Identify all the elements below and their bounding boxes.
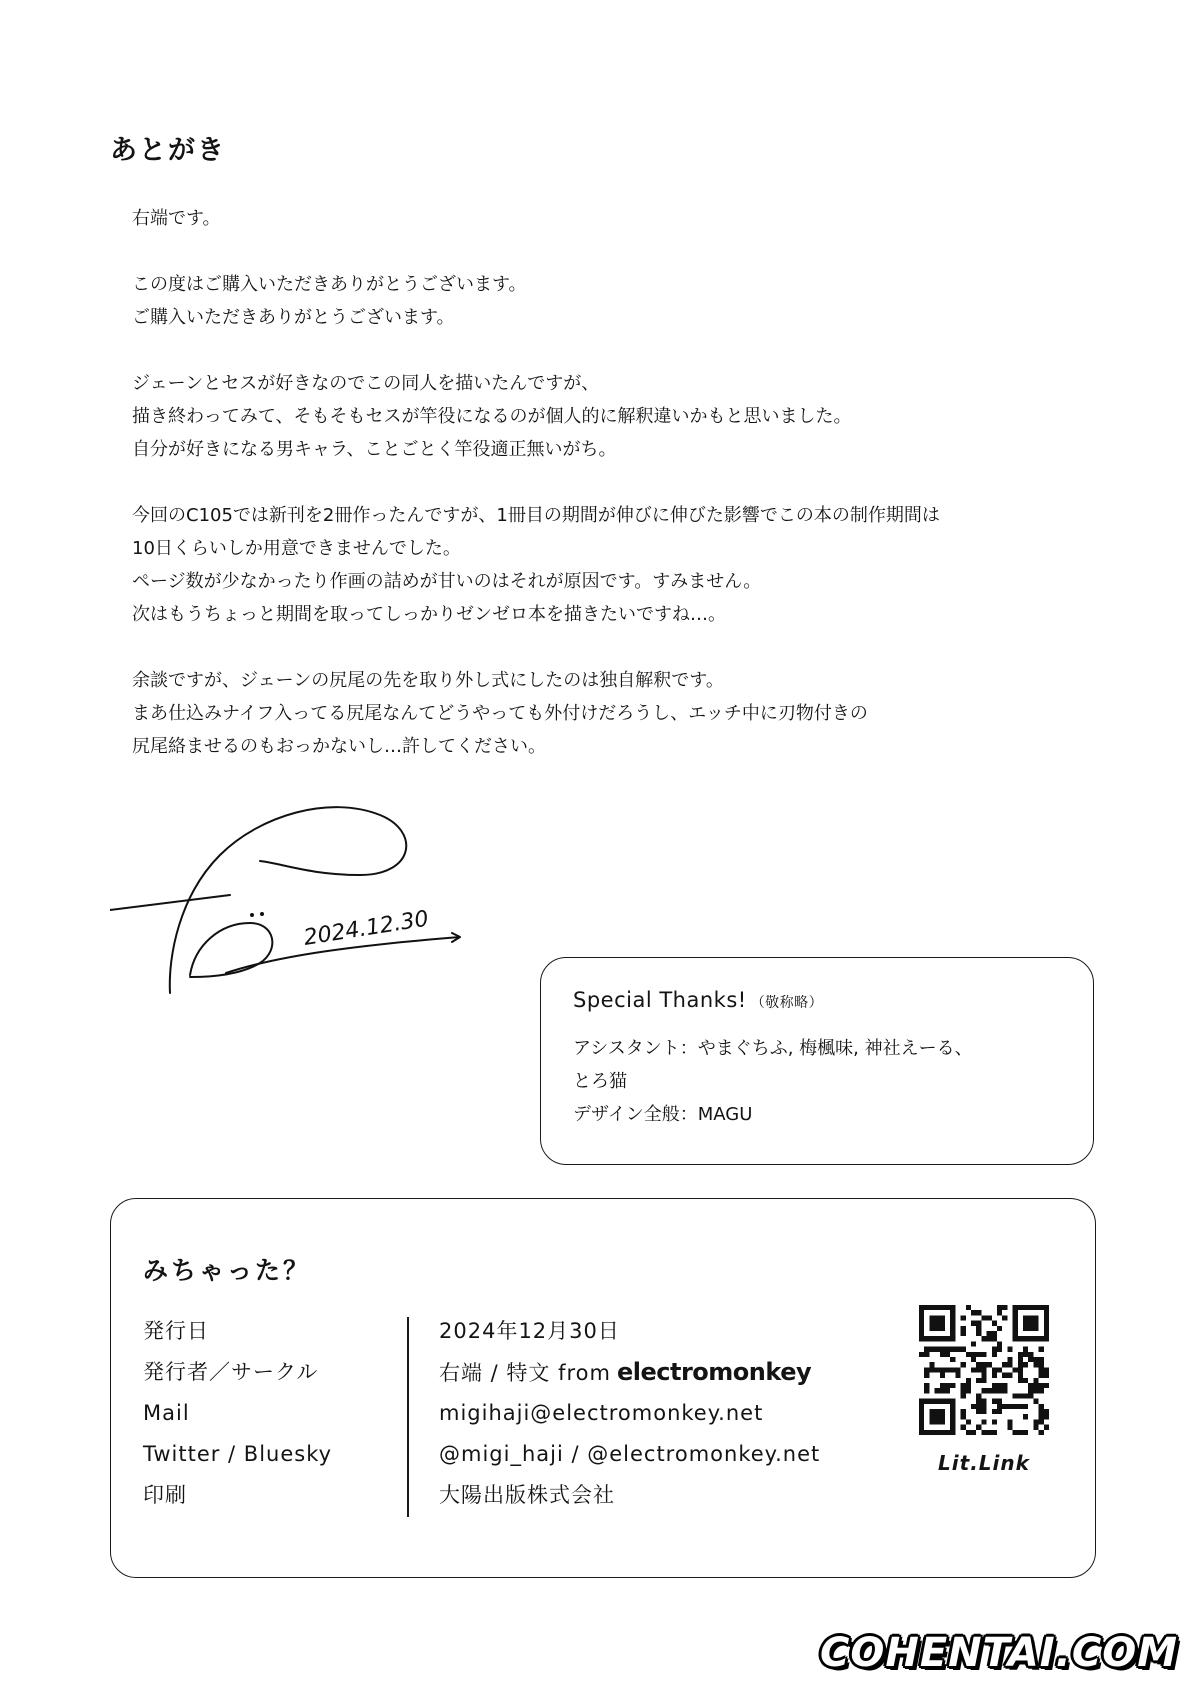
afterword-paragraph: [132, 367, 1092, 466]
afterword-line: 余談ですが、ジェーンの尻尾の先を取り外し式にしたのは独自解釈です。: [132, 670, 724, 691]
label-social: Twitter / Bluesky: [143, 1442, 333, 1466]
colophon-divider: [407, 1317, 409, 1517]
afterword-paragraph: [132, 268, 1092, 334]
afterword-line: 自分が好きになる男キャラ、ことごとく竿役適正無いがち。: [132, 439, 617, 460]
label-publish-date: 発行日: [143, 1319, 209, 1343]
value-publish-date: 2024年12月30日: [439, 1319, 620, 1343]
value-social[interactable]: @migi_haji / @electromonkey.net: [439, 1442, 821, 1466]
afterword-line: まあ仕込みナイフ入ってる尻尾なんてどうやっても外付けだろうし、エッチ中に刃物付きの: [132, 703, 868, 724]
publisher-text: 右端 / 特文 from: [439, 1361, 611, 1385]
colophon-box: [110, 1198, 1096, 1578]
value-mail[interactable]: migihaji@electromonkey.net: [439, 1401, 764, 1425]
signature: [110, 805, 490, 1005]
thanks-line: デザイン全般：MAGU: [573, 1104, 753, 1125]
afterword-title: あとがき: [110, 135, 226, 166]
afterword-line: 右端です。: [132, 208, 221, 229]
special-thanks-title: [573, 988, 1093, 1012]
colophon-values: [439, 1311, 820, 1516]
signature-date: 2024.12.30: [302, 906, 431, 951]
label-printer: 印刷: [143, 1483, 187, 1507]
qr-label: Lit.Link: [938, 1451, 1030, 1475]
afterword-line: 10日くらいしか用意できませんでした。: [132, 538, 461, 559]
value-publisher: [439, 1352, 820, 1393]
electromonkey-logo: electromonkey: [616, 1358, 812, 1386]
afterword-line: 描き終わってみて、そもそもセスが竿役になるのが個人的に解釈違いかもと思いました。: [132, 406, 852, 427]
afterword-line: ご購入いただきありがとうございます。: [132, 307, 455, 328]
label-publisher: 発行者／サークル: [143, 1360, 319, 1384]
afterword-line: 今回のC105では新刊を2冊作ったんですが、1冊目の期間が伸びに伸びた影響でこの本の制作期間は: [132, 505, 940, 526]
afterword-paragraph: [132, 202, 1092, 235]
afterword-line: ジェーンとセスが好きなのでこの同人を描いたんですが、: [132, 373, 600, 394]
watermark: COHENTAI.COM: [819, 1630, 1178, 1676]
afterword-paragraph: [132, 664, 1092, 763]
afterword-line: 尻尾絡ませるのもおっかないし…許してください。: [132, 736, 546, 757]
honorifics-omitted-note: （敬称略）: [750, 995, 824, 1011]
special-thanks-heading: Special Thanks!: [573, 988, 747, 1012]
afterword-paragraph: [132, 499, 1092, 631]
colophon-labels: [143, 1311, 332, 1516]
value-printer: 大陽出版株式会社: [439, 1483, 615, 1507]
colophon-title: みちゃった？: [143, 1256, 312, 1285]
afterword-body: [132, 202, 1092, 796]
handwritten-signature: [110, 805, 490, 1005]
special-thanks-box: [540, 957, 1094, 1165]
afterword-line: 次はもうちょっと期間を取ってしっかりゼンゼロ本を描きたいですね…。: [132, 604, 726, 625]
afterword-line: ページ数が少なかったり作画の詰めが甘いのはそれが原因です。すみません。: [132, 571, 762, 592]
qr-code-icon[interactable]: [919, 1305, 1049, 1435]
thanks-line: アシスタント：やまぐちふ, 梅楓味, 神社えーる、: [573, 1038, 973, 1059]
label-mail: Mail: [143, 1401, 190, 1425]
afterword-line: この度はご購入いただきありがとうございます。: [132, 274, 527, 295]
thanks-line: とろ猫: [573, 1071, 627, 1092]
